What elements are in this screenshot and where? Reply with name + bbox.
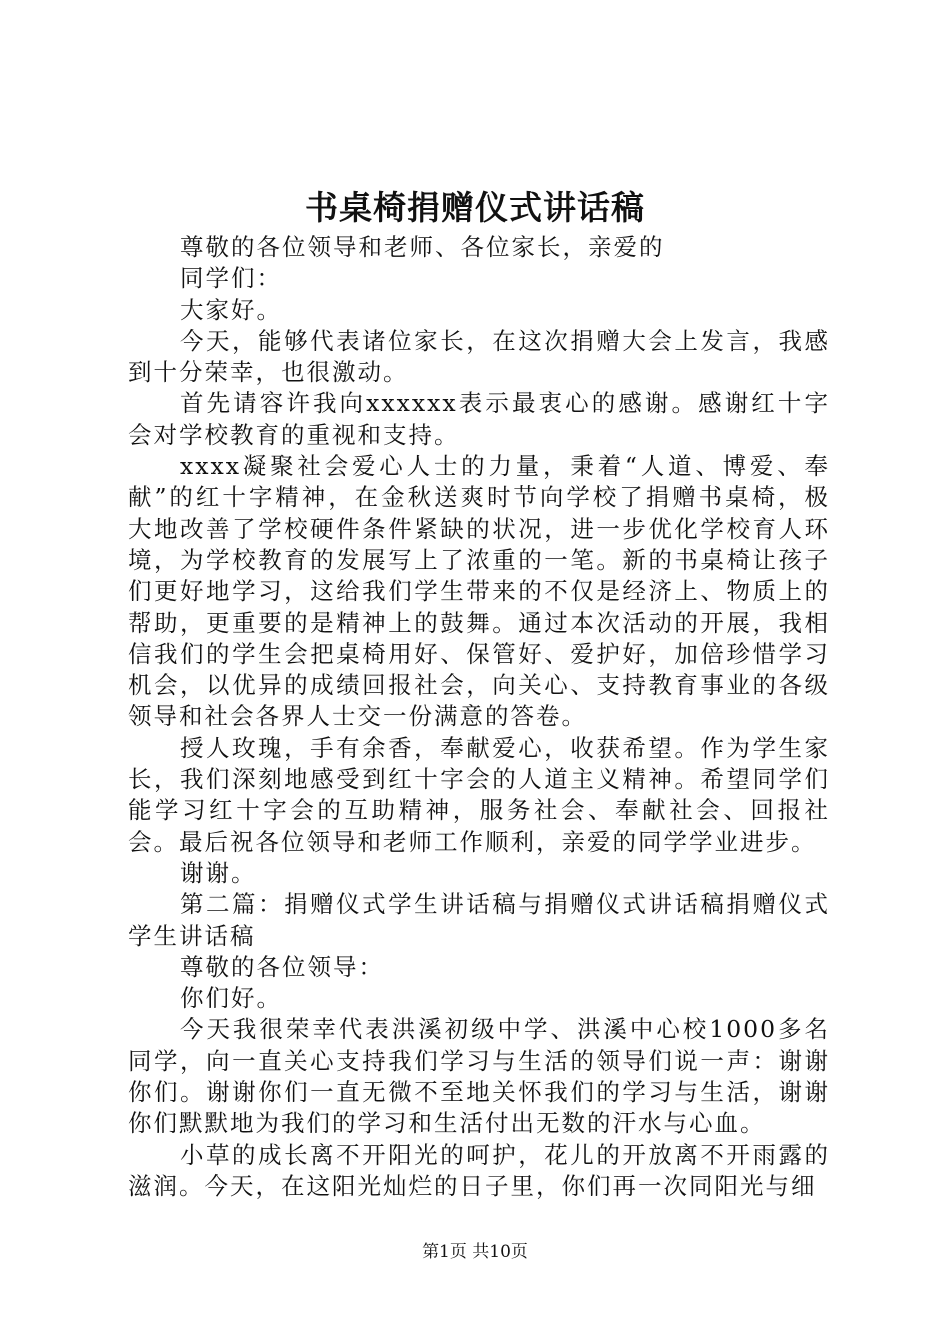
- paragraph: 谢谢。: [180, 858, 257, 887]
- document-body: [128, 232, 830, 1202]
- paragraph: 尊敬的各位领导和老师、各位家长，亲爱的: [180, 233, 665, 261]
- paragraph: 你们好。: [180, 984, 282, 1013]
- paragraph: 今天，能够代表诸位家长，在这次捐赠大会上发言，我感到十分荣幸，也很激动。: [128, 326, 830, 387]
- paragraph: 大家好。: [180, 295, 282, 324]
- page-footer: 第1页 共10页: [422, 1242, 528, 1262]
- paragraph: xxxx凝聚社会爱心人士的力量，秉着“人道、博爱、奉献”的红十字精神，在金秋送爽时节向学校了捐赠书桌椅，极大地改善了学校硬件条件紧缺的状况，进一步优化学校育人环境，为学校教育的发展写上了浓重的一笔。新的书桌椅让孩子们更好地学习，这给我们学生带来的不仅是经济上、物质上的帮助，更重要的是精神上的鼓舞。通过本次活动的开展，我相信我们的学生会把桌椅用好、保管好、爱护好，加倍珍惜学习机会，以优异的成绩回报社会，向关心、支持教育事业的各级领导和社会各界人士交一份满意的答卷。: [128, 452, 830, 731]
- paragraph: 第二篇：捐赠仪式学生讲话稿与捐赠仪式讲话稿捐赠仪式学生讲话稿: [128, 890, 830, 950]
- paragraph: 同学们：: [180, 264, 282, 293]
- paragraph: 首先请容许我向xxxxxx表示最衷心的感谢。感谢红十字会对学校教育的重视和支持。: [128, 389, 830, 449]
- document-title: 书桌椅捐赠仪式讲话稿: [305, 188, 645, 227]
- paragraph: 小草的成长离不开阳光的呵护，花儿的开放离不开雨露的滋润。今天，在这阳光灿烂的日子里，你们再一次同阳光与细: [128, 1140, 830, 1200]
- paragraph: 今天我很荣幸代表洪溪初级中学、洪溪中心校1000多名同学，向一直关心支持我们学习与生活的领导们说一声：谢谢你们。谢谢你们一直无微不至地关怀我们的学习与生活，谢谢你们默默地为我们的学习和生活付出无数的汗水与心血。: [128, 1015, 830, 1138]
- paragraph: 授人玫瑰，手有余香，奉献爱心，收获希望。作为学生家长，我们深刻地感受到红十字会的人道主义精神。希望同学们能学习红十字会的互助精神，服务社会、奉献社会、回报社会。最后祝各位领导和老师工作顺利，亲爱的同学学业进步。: [128, 733, 830, 856]
- paragraph: 尊敬的各位领导：: [180, 952, 384, 981]
